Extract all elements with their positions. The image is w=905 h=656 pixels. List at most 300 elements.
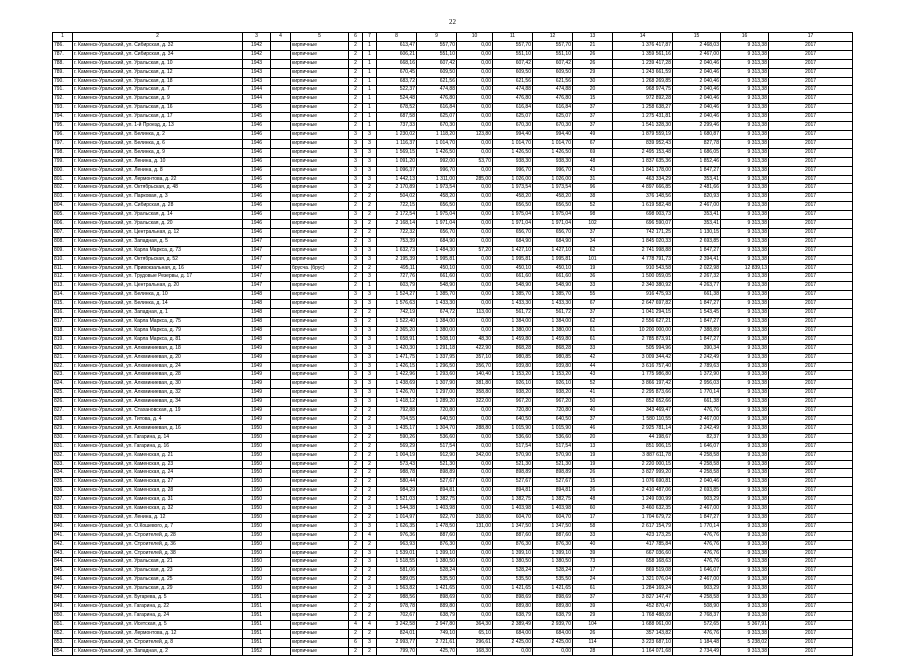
table-cell bbox=[271, 647, 291, 656]
table-cell: 458,20 bbox=[533, 193, 573, 202]
table-cell bbox=[271, 255, 291, 264]
table-cell: 2017 bbox=[769, 228, 853, 237]
table-row bbox=[53, 620, 853, 629]
table-cell: 1 384,00 bbox=[493, 318, 533, 327]
table-cell: 52 bbox=[573, 202, 613, 211]
table-cell: 9 313,38 bbox=[721, 202, 769, 211]
address-cell: г. Каменск-Уральский, ул. Привокзальная, д. 16 bbox=[73, 264, 243, 273]
table-cell: 48 bbox=[573, 157, 613, 166]
table-cell: 1943 bbox=[243, 68, 271, 77]
table-cell: 0,00 bbox=[457, 469, 493, 478]
table-cell: 0,00 bbox=[457, 460, 493, 469]
table-cell: 2017 bbox=[769, 398, 853, 407]
column-header: 14 bbox=[613, 33, 673, 42]
table-cell: 2 947,80 bbox=[417, 620, 457, 629]
table-cell: 551,10 bbox=[493, 50, 533, 59]
table-cell: 753,39 bbox=[377, 237, 417, 246]
table-cell: 1949 bbox=[243, 407, 271, 416]
table-cell: 569,29 bbox=[377, 442, 417, 451]
table-cell: 967,20 bbox=[493, 398, 533, 407]
table-cell bbox=[271, 496, 291, 505]
table-cell: кирпичные bbox=[291, 451, 349, 460]
table-cell: 3 009 344,42 bbox=[613, 353, 673, 362]
table-cell: 26 bbox=[573, 487, 613, 496]
table-cell: 1946 bbox=[243, 211, 271, 220]
table-cell: 794. bbox=[53, 113, 73, 122]
table-cell: 1 973,54 bbox=[417, 184, 457, 193]
table-cell bbox=[271, 603, 291, 612]
table-cell: 1 426,50 bbox=[533, 148, 573, 157]
table-cell: 60 bbox=[573, 505, 613, 514]
table-cell: 2017 bbox=[769, 95, 853, 104]
table-cell: 2 647 697,82 bbox=[613, 300, 673, 309]
table-cell: 2 bbox=[363, 629, 377, 638]
table-cell: 4 258,58 bbox=[673, 469, 721, 478]
table-cell: 2017 bbox=[769, 603, 853, 612]
table-cell: кирпичные bbox=[291, 567, 349, 576]
table-cell: 2017 bbox=[769, 496, 853, 505]
address-cell: г. Каменск-Уральский, ул. Белинка, д. 2 bbox=[73, 130, 243, 139]
table-cell: 9 313,38 bbox=[721, 273, 769, 282]
table-cell: 687,58 bbox=[377, 113, 417, 122]
table-cell: 898,69 bbox=[533, 594, 573, 603]
table-cell: 17 bbox=[573, 567, 613, 576]
table-row bbox=[53, 496, 853, 505]
table-cell bbox=[271, 415, 291, 424]
table-cell: 1 841 178,00 bbox=[613, 166, 673, 175]
table-cell: 9 313,38 bbox=[721, 407, 769, 416]
table-cell: 1 026,00 bbox=[493, 175, 533, 184]
table-cell: 2 bbox=[349, 576, 363, 585]
table-cell: 1 249 030,99 bbox=[613, 496, 673, 505]
table-cell: 52 bbox=[573, 380, 613, 389]
table-cell: 82,37 bbox=[673, 433, 721, 442]
table-cell: 1 268 269,85 bbox=[613, 77, 673, 86]
table-cell bbox=[271, 398, 291, 407]
table-cell: кирпичные bbox=[291, 95, 349, 104]
table-cell: 504,02 bbox=[377, 193, 417, 202]
table-cell: 2 bbox=[363, 433, 377, 442]
table-cell: 1 359 561,16 bbox=[613, 50, 673, 59]
table-row bbox=[53, 291, 853, 300]
table-cell: 2017 bbox=[769, 620, 853, 629]
column-header: 4 bbox=[271, 33, 291, 42]
table-cell: 20 bbox=[573, 86, 613, 95]
table-cell: 557,70 bbox=[533, 41, 573, 50]
table-cell: 3 223 687,10 bbox=[613, 638, 673, 647]
table-cell: 9 313,38 bbox=[721, 398, 769, 407]
table-cell: 808. bbox=[53, 237, 73, 246]
table-cell: 820. bbox=[53, 344, 73, 353]
table-cell: кирпичные bbox=[291, 318, 349, 327]
column-header: 9 bbox=[417, 33, 457, 42]
table-cell: 0,00 bbox=[457, 166, 493, 175]
table-row bbox=[53, 585, 853, 594]
table-cell: 1948 bbox=[243, 309, 271, 318]
column-header: 11 bbox=[493, 33, 533, 42]
table-cell: 1 293,60 bbox=[417, 371, 457, 380]
table-cell: 1950 bbox=[243, 513, 271, 522]
table-cell bbox=[271, 638, 291, 647]
table-cell: 835. bbox=[53, 478, 73, 487]
table-cell: 2 299,46 bbox=[673, 122, 721, 131]
table-cell: кирпичные bbox=[291, 540, 349, 549]
table-cell bbox=[271, 166, 291, 175]
table-cell: 1949 bbox=[243, 389, 271, 398]
table-cell: 570,90 bbox=[533, 451, 573, 460]
address-cell: г. Каменск-Уральский, ул. Уральская, д. 20 bbox=[73, 220, 243, 229]
table-cell: 980,85 bbox=[533, 353, 573, 362]
table-cell: 551,10 bbox=[417, 50, 457, 59]
table-cell: 1951 bbox=[243, 611, 271, 620]
table-cell: 793. bbox=[53, 104, 73, 113]
table-cell: 2 bbox=[349, 77, 363, 86]
table-cell: 1 bbox=[363, 104, 377, 113]
table-cell bbox=[271, 228, 291, 237]
table-cell: 96 bbox=[573, 184, 613, 193]
table-cell: 2 040,46 bbox=[673, 478, 721, 487]
table-cell: 1947 bbox=[243, 273, 271, 282]
table-cell: 2017 bbox=[769, 237, 853, 246]
table-row bbox=[53, 59, 853, 68]
table-row bbox=[53, 326, 853, 335]
table-cell: 9 313,38 bbox=[721, 611, 769, 620]
table-cell: 458,20 bbox=[493, 193, 533, 202]
table-row bbox=[53, 86, 853, 95]
table-cell: 1 418,12 bbox=[377, 398, 417, 407]
table-cell: 849. bbox=[53, 603, 73, 612]
table-cell: 9 313,38 bbox=[721, 513, 769, 522]
table-cell: 9 313,38 bbox=[721, 309, 769, 318]
table-cell: 9 313,38 bbox=[721, 487, 769, 496]
table-cell: 9 313,38 bbox=[721, 442, 769, 451]
table-row bbox=[53, 549, 853, 558]
table-cell: 1942 bbox=[243, 50, 271, 59]
table-cell: 3 bbox=[349, 175, 363, 184]
table-cell: 517,54 bbox=[533, 442, 573, 451]
table-cell: 2 bbox=[349, 202, 363, 211]
table-cell: 29 bbox=[573, 68, 613, 77]
table-cell bbox=[271, 273, 291, 282]
table-cell: 2 467,00 bbox=[673, 50, 721, 59]
table-cell: 2 939,70 bbox=[533, 620, 573, 629]
table-cell: 3 bbox=[349, 353, 363, 362]
table-cell: кирпичные bbox=[291, 130, 349, 139]
table-cell: 661,60 bbox=[417, 273, 457, 282]
table-cell: кирпичные bbox=[291, 335, 349, 344]
table-cell: 894,81 bbox=[493, 487, 533, 496]
table-cell: 2017 bbox=[769, 611, 853, 620]
table-cell: 1 304,70 bbox=[417, 424, 457, 433]
table-cell: 3 bbox=[363, 638, 377, 647]
table-cell: 9 313,38 bbox=[721, 335, 769, 344]
table-cell: 2017 bbox=[769, 211, 853, 220]
table-cell: 2 410 487,06 bbox=[613, 487, 673, 496]
table-cell: 1 239 417,28 bbox=[613, 59, 673, 68]
table-cell: 2 bbox=[363, 469, 377, 478]
table-cell: 570,90 bbox=[493, 451, 533, 460]
table-cell: 28 bbox=[573, 647, 613, 656]
table-cell: 9 313,38 bbox=[721, 166, 769, 175]
table-cell: 1 380,00 bbox=[533, 326, 573, 335]
table-cell: 1947 bbox=[243, 246, 271, 255]
table-cell: 1 bbox=[363, 282, 377, 291]
table-cell: 1950 bbox=[243, 585, 271, 594]
table-cell: кирпичные bbox=[291, 326, 349, 335]
table-cell: 818. bbox=[53, 326, 73, 335]
table-cell: 2 bbox=[349, 264, 363, 273]
table-cell: 517,54 bbox=[417, 442, 457, 451]
table-cell: 548,90 bbox=[533, 282, 573, 291]
table-cell: 1 421,65 bbox=[493, 585, 533, 594]
table-cell: 9 313,38 bbox=[721, 415, 769, 424]
table-cell: 824. bbox=[53, 380, 73, 389]
table-cell: 5 238,02 bbox=[721, 638, 769, 647]
table-cell: 26 bbox=[573, 59, 613, 68]
table-cell: 980,85 bbox=[493, 353, 533, 362]
table-cell: 9 313,38 bbox=[721, 175, 769, 184]
table-cell: 1 380,00 bbox=[493, 326, 533, 335]
table-cell: 495,11 bbox=[377, 264, 417, 273]
table-cell: 1 680,87 bbox=[673, 130, 721, 139]
table-cell: 3 242,58 bbox=[377, 620, 417, 629]
table-cell: 1946 bbox=[243, 184, 271, 193]
table-cell: 2 768,37 bbox=[673, 611, 721, 620]
table-cell: 0,00 bbox=[457, 273, 493, 282]
table-cell: 822. bbox=[53, 362, 73, 371]
table-cell: 844. bbox=[53, 558, 73, 567]
table-cell: 926,10 bbox=[493, 380, 533, 389]
table-cell: 9 313,38 bbox=[721, 228, 769, 237]
table-cell: 1 014,70 bbox=[533, 139, 573, 148]
table-cell: 1946 bbox=[243, 202, 271, 211]
table-cell: 824,01 bbox=[377, 629, 417, 638]
table-cell: 852 652,66 bbox=[613, 398, 673, 407]
table-cell: 476,76 bbox=[673, 407, 721, 416]
table-cell: 3 bbox=[363, 166, 377, 175]
table-cell bbox=[271, 148, 291, 157]
table-cell: 9 313,38 bbox=[721, 59, 769, 68]
table-cell: 2017 bbox=[769, 41, 853, 50]
table-cell: 839 952,43 bbox=[613, 139, 673, 148]
table-cell: 3 460 632,35 bbox=[613, 505, 673, 514]
table-cell: 1 184,48 bbox=[673, 638, 721, 647]
table-cell: 3 bbox=[349, 148, 363, 157]
table-cell: 876,30 bbox=[533, 540, 573, 549]
address-cell: г. Каменск-Уральский, ул. Строителей, д. 28 bbox=[73, 531, 243, 540]
table-cell: 2017 bbox=[769, 647, 853, 656]
table-cell: 830. bbox=[53, 433, 73, 442]
table-cell: 2 bbox=[363, 407, 377, 416]
table-cell: 820,93 bbox=[673, 193, 721, 202]
table-cell: 2017 bbox=[769, 540, 853, 549]
table-cell: 2 bbox=[349, 611, 363, 620]
table-cell: 1 580 110,55 bbox=[613, 415, 673, 424]
table-row bbox=[53, 442, 853, 451]
table-cell: 9 313,38 bbox=[721, 291, 769, 300]
table-cell: кирпичные bbox=[291, 469, 349, 478]
table-row bbox=[53, 184, 853, 193]
address-cell: г. Каменск-Уральский, ул. Центральная, д. 20 bbox=[73, 282, 243, 291]
table-cell: 61 bbox=[573, 335, 613, 344]
table-cell: 850. bbox=[53, 611, 73, 620]
table-cell: 1 847,27 bbox=[673, 335, 721, 344]
address-cell: г. Каменск-Уральский, ул. Каменская, д. 28 bbox=[73, 487, 243, 496]
table-cell: 2 425,00 bbox=[533, 638, 573, 647]
table-cell: 2017 bbox=[769, 335, 853, 344]
table-cell: 425,70 bbox=[417, 647, 457, 656]
table-cell: 3 bbox=[363, 362, 377, 371]
table-cell: 805. bbox=[53, 211, 73, 220]
table-cell: 1 847,27 bbox=[673, 300, 721, 309]
table-cell: 0,00 bbox=[457, 122, 493, 131]
table-cell: 827,78 bbox=[673, 139, 721, 148]
table-cell: кирпичные bbox=[291, 407, 349, 416]
table-cell: 819. bbox=[53, 335, 73, 344]
address-cell: г. Каменск-Уральский, ул. Гагарина, д. 16 bbox=[73, 442, 243, 451]
table-cell: 2 bbox=[363, 611, 377, 620]
table-cell: 19 bbox=[573, 460, 613, 469]
table-cell bbox=[271, 157, 291, 166]
table-cell bbox=[271, 95, 291, 104]
table-cell: 3 bbox=[363, 505, 377, 514]
column-header: 15 bbox=[673, 33, 721, 42]
table-cell: кирпичные bbox=[291, 211, 349, 220]
table-cell: 2017 bbox=[769, 309, 853, 318]
table-cell: 656,50 bbox=[533, 202, 573, 211]
table-cell: 2 734,49 bbox=[673, 647, 721, 656]
table-cell: 48,30 bbox=[457, 335, 493, 344]
table-cell bbox=[271, 202, 291, 211]
table-cell: 661,38 bbox=[673, 398, 721, 407]
table-cell: 67 bbox=[573, 139, 613, 148]
table-cell: 607,42 bbox=[533, 59, 573, 68]
table-cell: 0,00 bbox=[457, 68, 493, 77]
table-cell: 9 313,38 bbox=[721, 362, 769, 371]
table-cell: 37 bbox=[573, 228, 613, 237]
table-cell: 580,44 bbox=[377, 478, 417, 487]
address-cell: г. Каменск-Уральский, ул. Уральская, д. 14 bbox=[73, 211, 243, 220]
table-cell: 1 296,50 bbox=[417, 362, 457, 371]
table-cell: 0,00 bbox=[457, 220, 493, 229]
table-cell: 318,00 bbox=[457, 513, 493, 522]
address-cell: г. Каменск-Уральский, ул. Ленина, д. 12 bbox=[73, 513, 243, 522]
table-cell: 1950 bbox=[243, 505, 271, 514]
table-cell: 1952 bbox=[243, 647, 271, 656]
table-cell: 847. bbox=[53, 585, 73, 594]
table-cell: 845. bbox=[53, 567, 73, 576]
table-cell: 1 347,50 bbox=[533, 522, 573, 531]
column-header: 6 bbox=[349, 33, 363, 42]
address-cell: г. Каменск-Уральский, ул. Трудовые Резервы, д. 17 bbox=[73, 273, 243, 282]
table-cell: 839. bbox=[53, 513, 73, 522]
table-cell: 2017 bbox=[769, 300, 853, 309]
table-cell: 1 569,15 bbox=[377, 148, 417, 157]
table-cell: 2 220 000,15 bbox=[613, 460, 673, 469]
table-cell: кирпичные bbox=[291, 86, 349, 95]
table-cell: 357 143,82 bbox=[613, 629, 673, 638]
table-cell: 417 785,84 bbox=[613, 540, 673, 549]
table-cell: 811. bbox=[53, 264, 73, 273]
table-cell: 113,00 bbox=[457, 309, 493, 318]
table-cell: 0,00 bbox=[457, 300, 493, 309]
table-cell: 812. bbox=[53, 273, 73, 282]
table-cell: 963,93 bbox=[377, 540, 417, 549]
address-cell: г. Каменск-Уральский, ул. 1-й Проезд, д. 13 bbox=[73, 122, 243, 131]
table-cell: 916 475,93 bbox=[613, 291, 673, 300]
table-cell: кирпичные bbox=[291, 513, 349, 522]
table-cell: 1949 bbox=[243, 353, 271, 362]
address-cell: г. Каменск-Уральский, ул. Гагарина, д. 22 bbox=[73, 603, 243, 612]
table-cell: 625,07 bbox=[417, 113, 457, 122]
table-cell: 527,67 bbox=[533, 478, 573, 487]
table-cell: 2 467,00 bbox=[673, 505, 721, 514]
table-cell: 3 bbox=[349, 211, 363, 220]
table-cell: 656,50 bbox=[493, 202, 533, 211]
table-cell: 33 bbox=[573, 282, 613, 291]
table-cell: 3 bbox=[363, 549, 377, 558]
table-cell: 1 bbox=[363, 50, 377, 59]
table-cell: 3 bbox=[349, 398, 363, 407]
table-cell: 2 bbox=[349, 558, 363, 567]
table-cell: 836. bbox=[53, 487, 73, 496]
table-cell: 1943 bbox=[243, 59, 271, 68]
table-cell: 696 590,07 bbox=[613, 220, 673, 229]
table-cell: 667 036,60 bbox=[613, 549, 673, 558]
table-cell bbox=[271, 424, 291, 433]
table-cell: 2 389,49 bbox=[493, 620, 533, 629]
table-cell: 720,80 bbox=[533, 407, 573, 416]
table-cell: 476,76 bbox=[673, 549, 721, 558]
table-cell: кирпичные bbox=[291, 246, 349, 255]
table-cell: 476,80 bbox=[533, 95, 573, 104]
table-row bbox=[53, 433, 853, 442]
table-cell: 938,30 bbox=[493, 157, 533, 166]
table-cell: 1 291,18 bbox=[417, 344, 457, 353]
table-cell: 2 bbox=[349, 282, 363, 291]
table-cell: 2017 bbox=[769, 353, 853, 362]
table-cell: 2017 bbox=[769, 549, 853, 558]
table-cell: 2 bbox=[363, 184, 377, 193]
table-cell: 4 897 666,85 bbox=[613, 184, 673, 193]
table-cell: 2 bbox=[349, 95, 363, 104]
address-cell: г. Каменск-Уральский, ул. Ленина, д. 10 bbox=[73, 157, 243, 166]
table-cell: 9 313,38 bbox=[721, 353, 769, 362]
table-cell: 3 bbox=[349, 300, 363, 309]
table-row bbox=[53, 469, 853, 478]
table-cell: 1 770,14 bbox=[673, 522, 721, 531]
table-row bbox=[53, 522, 853, 531]
table-cell: 4 bbox=[363, 620, 377, 629]
table-cell: 2 040,46 bbox=[673, 59, 721, 68]
table-cell: 801. bbox=[53, 175, 73, 184]
table-cell: 9 313,38 bbox=[721, 77, 769, 86]
table-cell: 9 313,38 bbox=[721, 647, 769, 656]
table-cell: кирпичные bbox=[291, 104, 349, 113]
table-cell: 2 bbox=[363, 478, 377, 487]
table-cell: 720,80 bbox=[417, 407, 457, 416]
table-cell: 2017 bbox=[769, 193, 853, 202]
table-cell: 548,90 bbox=[493, 282, 533, 291]
table-cell: 846. bbox=[53, 576, 73, 585]
table-cell: 876,30 bbox=[493, 540, 533, 549]
table-cell: 508,90 bbox=[673, 603, 721, 612]
address-cell: г. Каменск-Уральский, ул. Уральская, д. 17 bbox=[73, 113, 243, 122]
table-cell: 474,88 bbox=[533, 86, 573, 95]
table-cell bbox=[271, 362, 291, 371]
table-cell: 1948 bbox=[243, 335, 271, 344]
table-cell: 2 789,63 bbox=[673, 362, 721, 371]
